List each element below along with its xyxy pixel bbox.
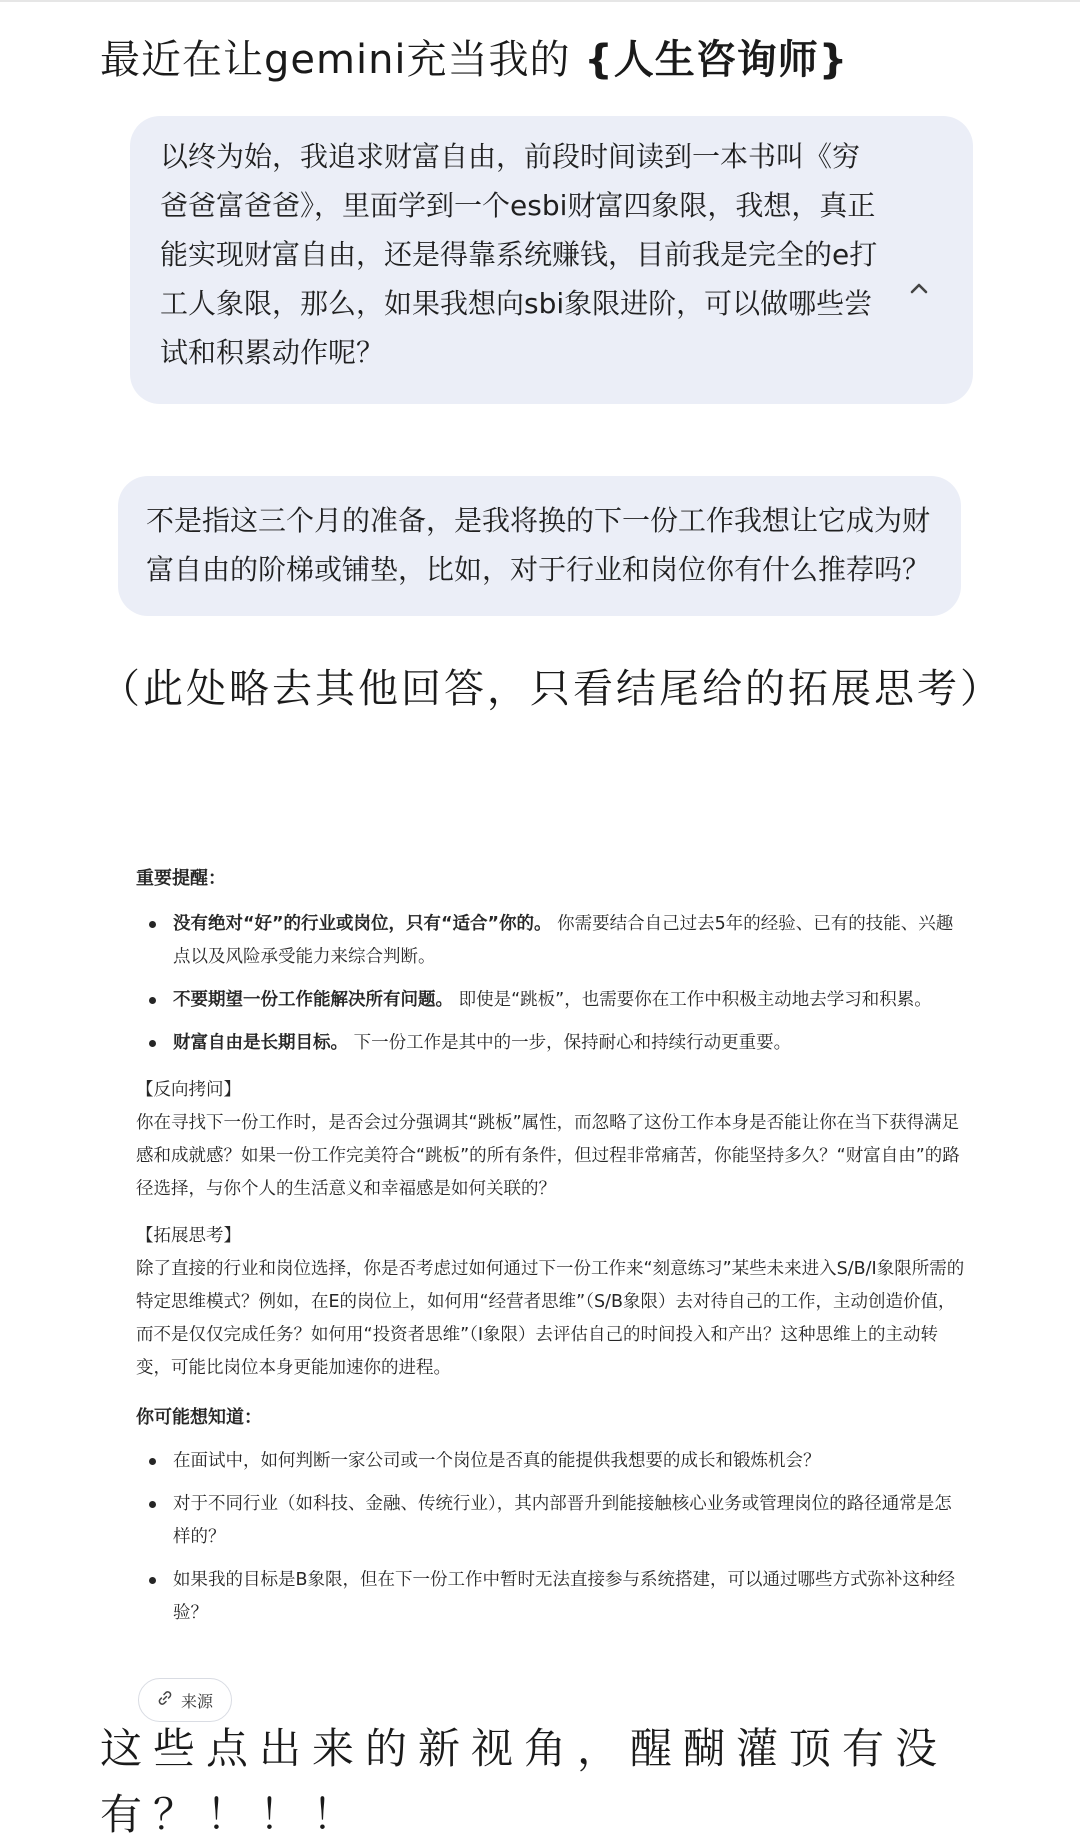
closing-remark: 这些点出来的新视角，醒醐灌顶有没有？！！！ bbox=[100, 1724, 949, 1839]
reverse-text: 你在寻找下一份工作时，是否会过分强调其“跳板”属性，而忽略了这份工作本身是否能让你在当下获得满足感和成就感？如果一份工作完美符合“跳板”的所有条件，但过程非常痛苦，你能坚持多久？“财富自由”的路径选择，与你个人的生活意义和幸福感是如何关联的？ bbox=[136, 1113, 960, 1199]
reminder-item bbox=[136, 1027, 966, 1060]
followup-text: 在面试中，如何判断一家公司或一个岗位是否真的能提供我想要的成长和锻炼机会？ bbox=[173, 1451, 821, 1471]
bullet-dot bbox=[149, 1458, 156, 1465]
followup-text: 对于不同行业（如科技、金融、传统行业），其内部晋升到能接触核心业务或管理岗位的路径通常是怎样的？ bbox=[173, 1494, 952, 1547]
omission-note: （此处略去其他回答，只看结尾给的拓展思考） bbox=[100, 666, 1003, 712]
top-divider bbox=[0, 0, 1080, 2]
reverse-heading: 【反向拷问】 bbox=[136, 1080, 241, 1100]
user-message-text-2: 不是指这三个月的准备，是我将换的下一份工作我想让它成为财富自由的阶梯或铺垫，比如，对于行业和岗位你有什么推荐吗？ bbox=[146, 504, 931, 586]
reminder-bold: 财富自由是长期目标。 bbox=[173, 1033, 348, 1053]
reminder-item bbox=[136, 984, 966, 1017]
user-message-text-1: 以终为始，我追求财富自由，前段时间读到一本书叫《穷爸爸富爸爸》，里面学到一个esbi财富四象限，我想，真正能实现财富自由，还是得靠系统赚钱，目前我是完全的e打工人象限，那么，如果我想向sbi象限进阶，可以做哪些尝试和积累动作呢？ bbox=[160, 140, 878, 369]
followup-item[interactable] bbox=[136, 1488, 966, 1554]
bullet-dot bbox=[149, 1577, 156, 1584]
expand-heading: 【拓展思考】 bbox=[136, 1226, 241, 1246]
link-icon bbox=[157, 1690, 173, 1710]
followup-text: 如果我的目标是B象限，但在下一份工作中暂时无法直接参与系统搭建，可以通过哪些方式弥补这种经验？ bbox=[173, 1570, 956, 1623]
reminder-text: 你需要结合自己过去5年的经验、已有的技能、兴趣点以及风险承受能力来综合判断。 bbox=[173, 914, 954, 967]
reminder-bold: 没有绝对“好”的行业或岗位，只有“适合”你的。 bbox=[173, 914, 552, 934]
reminder-list bbox=[136, 908, 966, 1060]
title-prefix: 最近在让gemini充当我的 bbox=[100, 37, 571, 83]
expand-text: 除了直接的行业和岗位选择，你是否考虑过如何通过下一份工作来“刻意练习”某些未来进入S/B/I象限所需的特定思维模式？例如，在E的岗位上，如何用“经营者思维”（S/B象限）去对待自己的工作，主动创造价值，而不是仅仅完成任务？如何用“投资者思维”（I象限）去评估自己的时间投入和产出？这种思维上的主动转变，可能比岗位本身更能加速你的进程。 bbox=[136, 1259, 965, 1378]
sources-label: 来源 bbox=[180, 1691, 213, 1711]
collapse-chevron-icon[interactable] bbox=[905, 274, 933, 302]
user-message-bubble-2 bbox=[118, 476, 961, 616]
bullet-dot bbox=[149, 921, 156, 928]
gemini-response bbox=[136, 866, 966, 1630]
followup-item[interactable] bbox=[136, 1445, 966, 1478]
followup-heading: 你可能想知道： bbox=[136, 1407, 262, 1428]
bullet-dot bbox=[149, 1501, 156, 1508]
reminder-item bbox=[136, 908, 966, 974]
followup-list bbox=[136, 1445, 966, 1630]
reminder-bold: 不要期望一份工作能解决所有问题。 bbox=[173, 990, 453, 1010]
user-message-bubble-1 bbox=[130, 116, 973, 404]
reminder-text: 下一份工作是其中的一步，保持耐心和持续行动更重要。 bbox=[353, 1033, 792, 1053]
bullet-dot bbox=[149, 1040, 156, 1047]
reminder-text: 即使是“跳板”，也需要你在工作中积极主动地去学习和积累。 bbox=[458, 990, 932, 1010]
bullet-dot bbox=[149, 997, 156, 1004]
followup-item[interactable] bbox=[136, 1564, 966, 1630]
page-title bbox=[100, 28, 848, 85]
title-emphasis: {人生咨询师} bbox=[584, 37, 849, 83]
reminder-heading: 重要提醒： bbox=[136, 868, 226, 889]
